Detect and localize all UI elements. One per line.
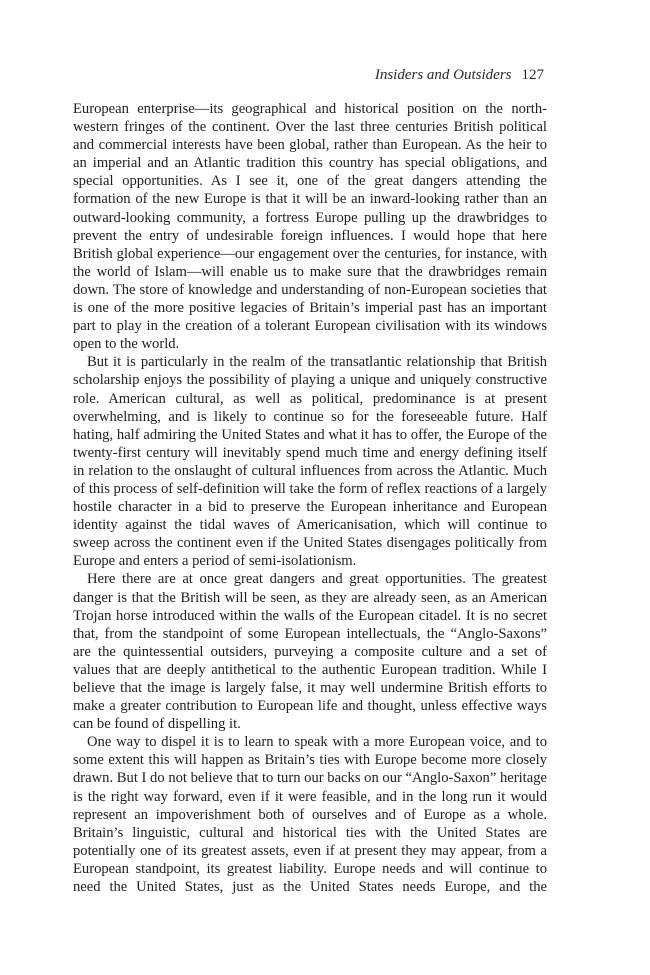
page-number: 127 — [521, 67, 544, 83]
body-text — [73, 100, 547, 896]
paragraph: Here there are at once great dangers and great opportunities. The greatest danger is that the British will be seen, as they are already seen, as an American Trojan horse introduced within the walls of the European citadel. It is no secret that, from the standpoint of some European intellectuals, the “Anglo-Saxons” are the quintessential outsiders, purveying a composite culture and a set of values that are deeply antithetical to the authentic European tradition. While I believe that the image is largely false, it may well undermine British efforts to make a greater contribution to European life and thought, unless effective ways can be found of dispelling it. — [73, 571, 547, 733]
paragraph: But it is particularly in the realm of the transatlantic relationship that British scholarship enjoys the possibility of playing a unique and uniquely constructive role. American cultural, as well as political, predominance is at present overwhelming, and is likely to continue so for the foreseeable future. Half hating, half admiring the United States and what it has to offer, the Europe of the twenty-first century will inevitably spend much time and energy defining itself in relation to the onslaught of cultural influences from across the Atlantic. Much of this process of self-definition will take the form of reflex reactions of a largely hostile character in a bid to preserve the European inheritance and European identity against the tidal waves of Americanisation, which will continue to sweep across the continent even if the United States disengages politically from Europe and enters a period of semi-isolationism. — [73, 354, 547, 570]
running-head — [375, 66, 544, 85]
paragraph-continued: European enterprise—its geographical and historical position on the north-western fringes of the continent. Over the last three centuries British political and commercial interests have been global, rather than European. As the heir to an imperial and an Atlantic tradition this country has special obligations, and special opportunities. As I see it, one of the great dangers attending the formation of the new Europe is that it will be an inward-looking rather than an outward-looking community, a fortress Europe pulling up the drawbridges to prevent the entry of undesirable foreign influences. I would hope that here British global experience—our engagement over the centuries, for instance, with the world of Islam—will enable us to make sure that the drawbridges remain down. The store of knowledge and understanding of non-European societies that is one of the more positive legacies of Britain’s imperial past has an important part to play in the creation of a tolerant European civilisation with its windows open to the world. — [73, 101, 547, 353]
paragraph: One way to dispel it is to learn to speak with a more European voice, and to some extent this will happen as Britain’s ties with Europe become more closely drawn. But I do not believe that to turn our backs on our “Anglo-Saxon” heritage is the right way forward, even if it were feasible, and in the long run it would represent an impoverishment both of ourselves and of Europe as a whole. Britain’s linguistic, cultural and historical ties with the United States are potentially one of its greatest assets, even if at present they may appear, from a European standpoint, its greatest liability. Europe needs and will continue to need the United States, just as the United States needs Europe, and the — [73, 734, 547, 896]
running-head-title: Insiders and Outsiders — [374, 67, 512, 83]
